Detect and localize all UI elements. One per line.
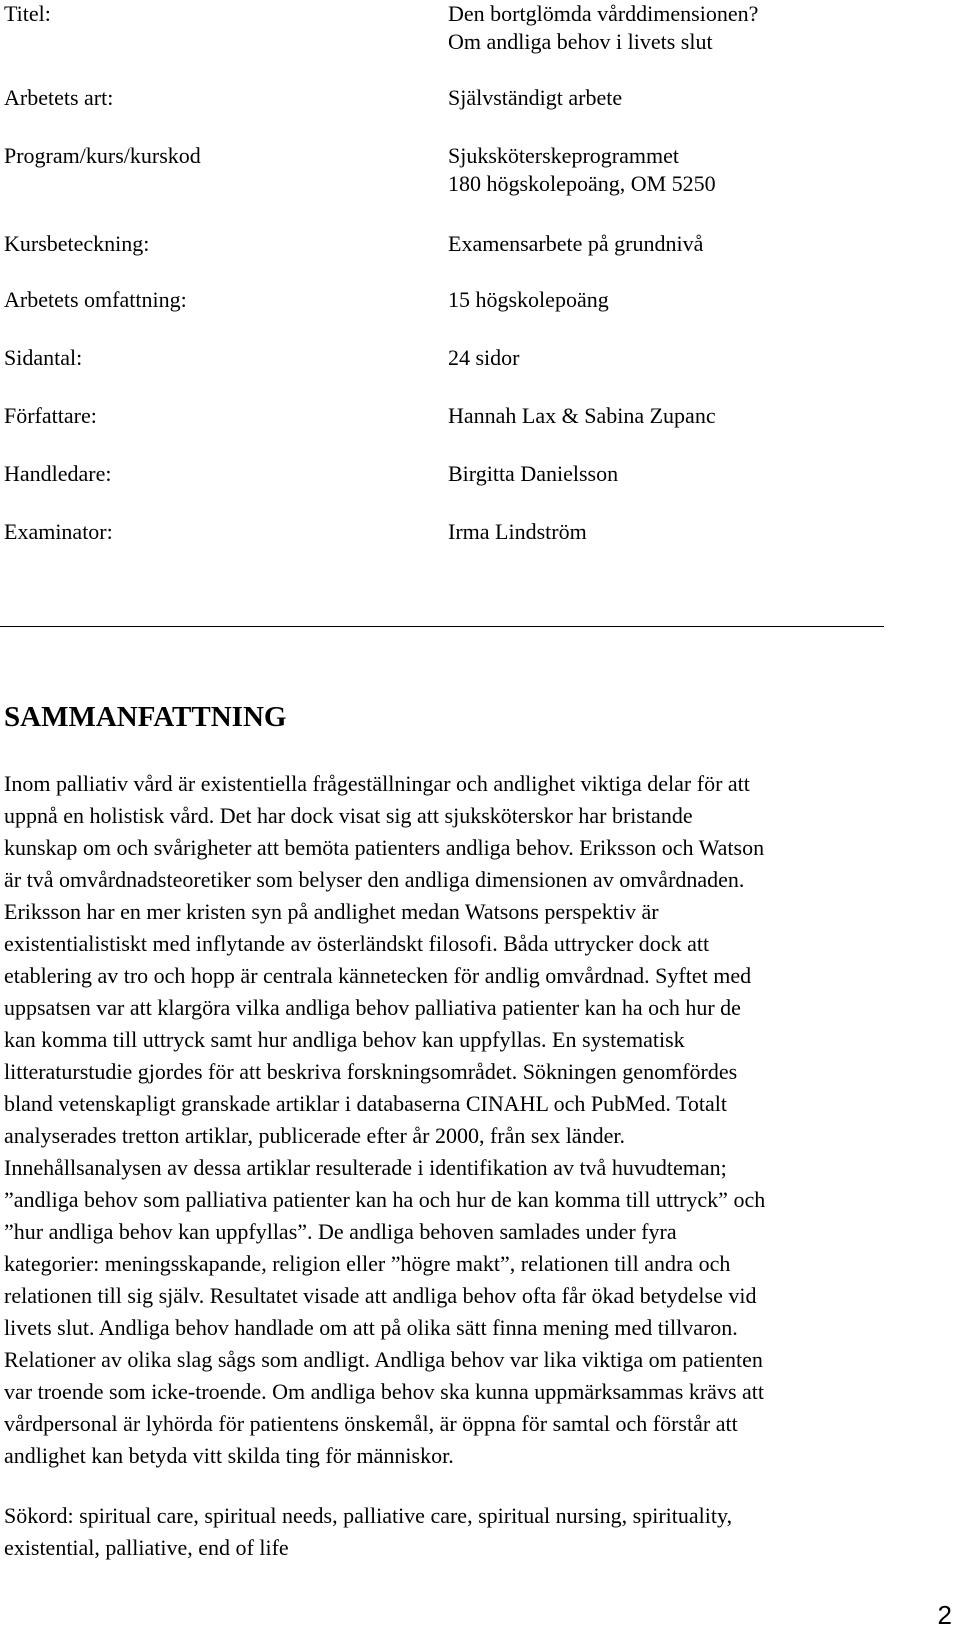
authors-value: Hannah Lax & Sabina Zupanc: [448, 403, 716, 428]
program-value-line2: 180 högskolepoäng, OM 5250: [448, 171, 716, 196]
keywords-paragraph: [4, 1500, 956, 1564]
title-value-line2: Om andliga behov i livets slut: [448, 29, 713, 54]
supervisor-value: Birgitta Danielsson: [448, 461, 619, 486]
section-divider: [0, 626, 884, 627]
abstract-line: uppsatsen var att klargöra vilka andliga behov palliativa patienter kan ha och hur de: [4, 995, 741, 1020]
abstract-line: vårdpersonal är lyhörda för patientens önskemål, är öppna för samtal och förstår att: [4, 1411, 738, 1436]
scope-value: 15 högskolepoäng: [448, 287, 609, 312]
type-label: Arbetets art:: [4, 85, 114, 110]
abstract-line: andlighet kan betyda vitt skilda ting för människor.: [4, 1443, 454, 1468]
supervisor-label: Handledare:: [4, 461, 112, 486]
abstract-line: litteraturstudie gjordes för att beskriva forskningsområdet. Sökningen genomfördes: [4, 1059, 738, 1084]
examiner-label: Examinator:: [4, 519, 113, 544]
abstract-line: analyserades tretton artiklar, publicerade efter år 2000, från sex länder.: [4, 1123, 625, 1148]
abstract-line: ”andliga behov som palliativa patienter kan ha och hur de kan komma till uttryck” och: [4, 1187, 766, 1212]
abstract-line: existentialistiskt med inflytande av österländskt filosofi. Båda uttrycker dock att: [4, 931, 710, 956]
abstract-line: var troende som icke-troende. Om andliga behov ska kunna uppmärksammas krävs att: [4, 1379, 764, 1404]
abstract-paragraph: [4, 768, 956, 1472]
scope-label: Arbetets omfattning:: [4, 287, 187, 312]
abstract-line: Relationer av olika slag sågs som andligt. Andliga behov var lika viktiga om patienten: [4, 1347, 763, 1372]
abstract-line: Eriksson har en mer kristen syn på andlighet medan Watsons perspektiv är: [4, 899, 659, 924]
pages-label: Sidantal:: [4, 345, 83, 370]
abstract-line: ”hur andliga behov kan uppfyllas”. De andliga behoven samlades under fyra: [4, 1219, 677, 1244]
program-value-line1: Sjuksköterskeprogrammet: [448, 143, 679, 168]
abstract-line: bland vetenskapligt granskade artiklar i databaserna CINAHL och PubMed. Totalt: [4, 1091, 728, 1116]
abstract-line: uppnå en holistisk vård. Det har dock visat sig att sjuksköterskor har bristande: [4, 803, 693, 828]
abstract-heading: SAMMANFATTNING: [4, 701, 287, 733]
abstract-line: etablering av tro och hopp är centrala kännetecken för andlig omvårdnad. Syftet med: [4, 963, 752, 988]
abstract-line: kunskap om och svårigheter att bemöta patienters andliga behov. Eriksson och Watson: [4, 835, 765, 860]
abstract-line: Innehållsanalysen av dessa artiklar resulterade i identifikation av två huvudteman;: [4, 1155, 727, 1180]
keywords-line: Sökord: spiritual care, spiritual needs, palliative care, spiritual nursing, spirituality,: [4, 1503, 733, 1528]
page-number: 2: [937, 1600, 952, 1630]
title-label: Titel:: [4, 1, 51, 26]
course-label: Kursbeteckning:: [4, 231, 150, 256]
course-value: Examensarbete på grundnivå: [448, 231, 704, 256]
abstract-line: relationen till sig själv. Resultatet visade att andliga behov ofta får ökad betydelse vid: [4, 1283, 757, 1308]
examiner-value: Irma Lindström: [448, 519, 587, 544]
program-label: Program/kurs/kurskod: [4, 143, 201, 168]
abstract-line: kategorier: meningsskapande, religion eller ”högre makt”, relationen till andra och: [4, 1251, 731, 1276]
title-value-line1: Den bortglömda vårddimensionen?: [448, 1, 759, 26]
pages-value: 24 sidor: [448, 345, 520, 370]
abstract-line: Inom palliativ vård är existentiella frågeställningar och andlighet viktiga delar för att: [4, 771, 750, 796]
type-value: Självständigt arbete: [448, 85, 623, 110]
abstract-line: livets slut. Andliga behov handlade om att på olika sätt finna mening med tillvaron.: [4, 1315, 738, 1340]
abstract-line: är två omvårdnadsteoretiker som belyser den andliga dimensionen av omvårdnaden.: [4, 867, 745, 892]
authors-label: Författare:: [4, 403, 97, 428]
keywords-line: existential, palliative, end of life: [4, 1535, 289, 1560]
abstract-line: kan komma till uttryck samt hur andliga behov kan uppfyllas. En systematisk: [4, 1027, 685, 1052]
